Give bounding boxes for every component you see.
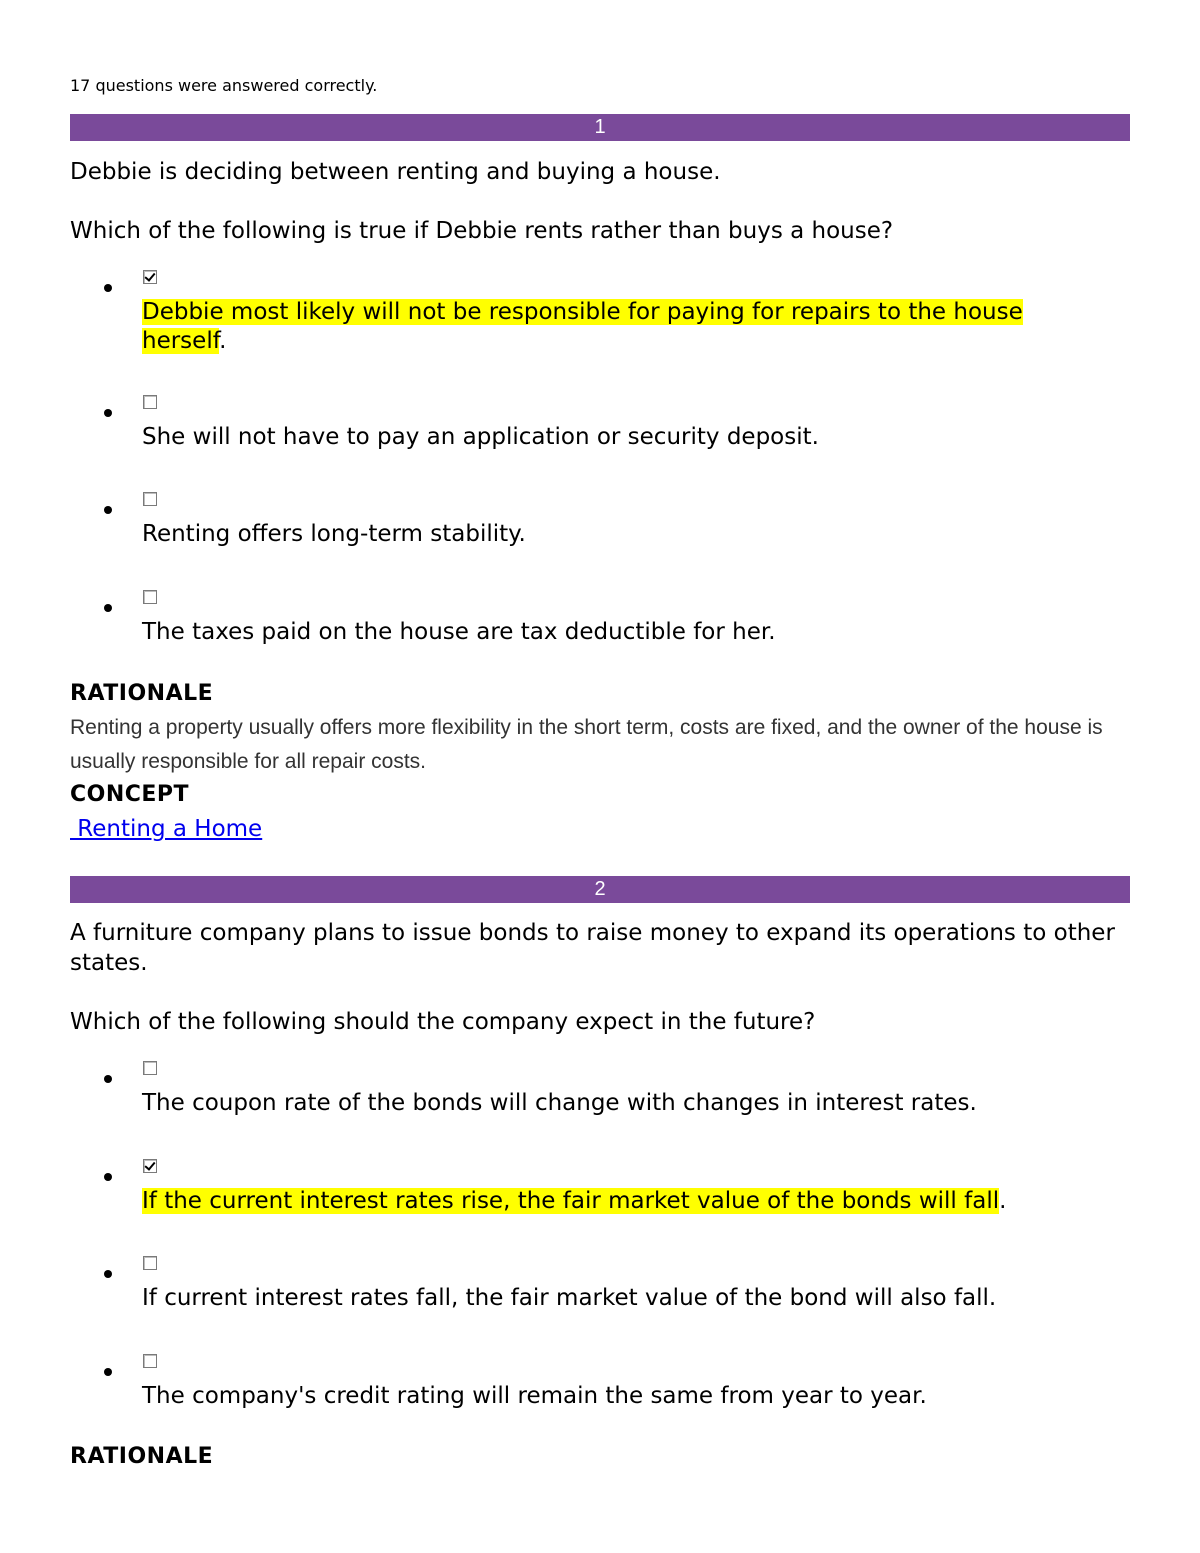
- answer-option-text: [142, 1187, 1062, 1216]
- rationale-heading: RATIONALE: [70, 681, 214, 706]
- rationale-heading: RATIONALE: [70, 1444, 214, 1469]
- checkbox-empty-icon[interactable]: [143, 492, 157, 506]
- bullet-icon: [104, 1270, 112, 1278]
- answer-option-text: Renting offers long-term stability.: [142, 521, 526, 547]
- answer-option-text: If current interest rates fall, the fair market value of the bond will also fall.: [142, 1285, 997, 1311]
- question-number: 2: [594, 878, 606, 900]
- question-prompt: A furniture company plans to issue bonds to raise money to expand its operations to other states.: [70, 920, 1115, 976]
- highlighted-answer: Debbie most likely will not be responsible for paying for repairs to the house herself: [142, 299, 1023, 354]
- highlighted-answer: If the current interest rates rise, the fair market value of the bonds will fall: [142, 1188, 1000, 1214]
- question-number-bar: [70, 114, 1130, 141]
- question-number-bar: [70, 876, 1130, 903]
- checkbox-empty-icon[interactable]: [143, 395, 157, 409]
- answer-punctuation: .: [219, 328, 227, 354]
- bullet-icon: [104, 409, 112, 417]
- answer-option-text: [142, 298, 1062, 356]
- checkbox-checked-icon[interactable]: [143, 1159, 157, 1173]
- bullet-icon: [104, 284, 112, 292]
- checkbox-empty-icon[interactable]: [143, 1256, 157, 1270]
- checkbox-checked-icon[interactable]: [143, 270, 157, 284]
- question-prompt: Debbie is deciding between renting and buying a house.: [70, 159, 721, 185]
- answer-option-text: She will not have to pay an application or security deposit.: [142, 424, 819, 450]
- checkbox-empty-icon[interactable]: [143, 590, 157, 604]
- bullet-icon: [104, 604, 112, 612]
- answer-option-text: The company's credit rating will remain the same from year to year.: [142, 1383, 927, 1409]
- answer-option-text: The taxes paid on the house are tax deductible for her.: [142, 619, 776, 645]
- question-text: Which of the following should the company expect in the future?: [70, 1009, 816, 1035]
- score-summary: 17 questions were answered correctly.: [70, 76, 378, 95]
- question-number: 1: [594, 116, 606, 138]
- bullet-icon: [104, 1173, 112, 1181]
- checkbox-empty-icon[interactable]: [143, 1354, 157, 1368]
- bullet-icon: [104, 1075, 112, 1083]
- concept-heading: CONCEPT: [70, 782, 190, 807]
- bullet-icon: [104, 506, 112, 514]
- rationale-text: Renting a property usually offers more flexibility in the short term, costs are fixed, and the owner of the house is usually responsible for all repair costs.: [70, 716, 1103, 773]
- checkbox-empty-icon[interactable]: [143, 1061, 157, 1075]
- concept-link[interactable]: Renting a Home: [70, 816, 263, 842]
- answer-punctuation: .: [999, 1188, 1007, 1214]
- answer-option-text: The coupon rate of the bonds will change with changes in interest rates.: [142, 1090, 977, 1116]
- bullet-icon: [104, 1368, 112, 1376]
- question-text: Which of the following is true if Debbie rents rather than buys a house?: [70, 218, 894, 244]
